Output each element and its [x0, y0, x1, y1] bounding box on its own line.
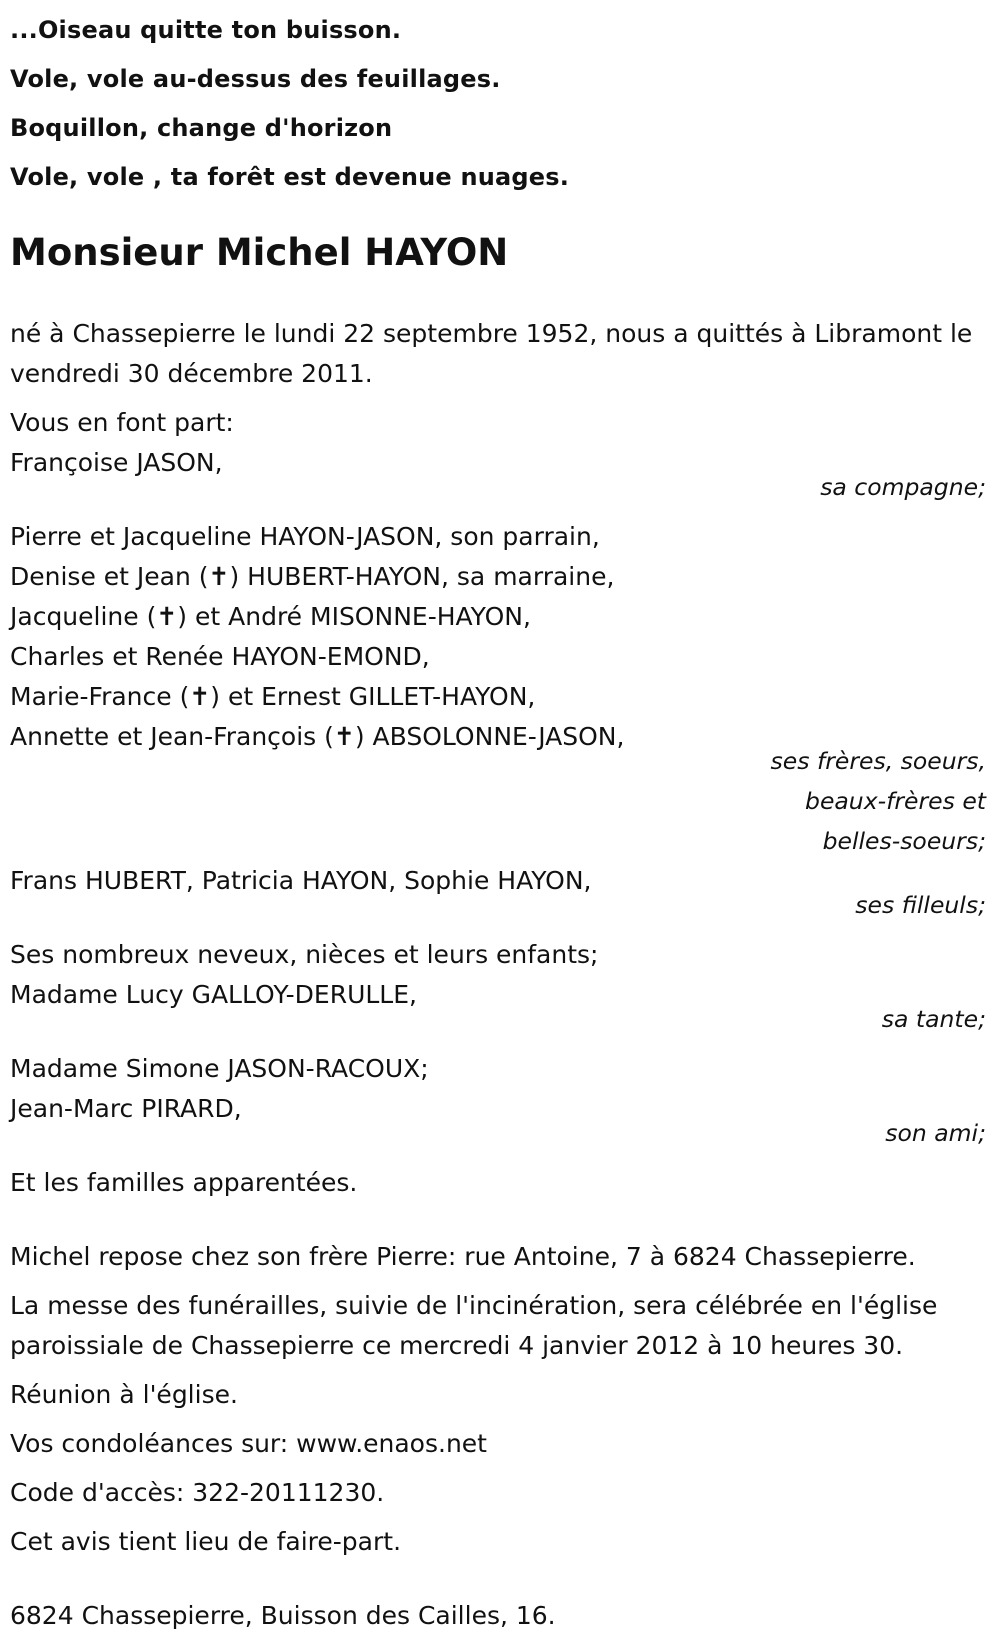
sibling-entry: Jacqueline (✝) et André MISONNE-HAYON,	[10, 602, 531, 631]
condolences-link: Vos condoléances sur: www.enaos.net	[10, 1429, 487, 1458]
siblings-role	[10, 741, 990, 861]
other-relative: Madame Simone JASON-RACOUX;	[10, 1054, 429, 1083]
nephews-nieces: Ses nombreux neveux, nièces et leurs enfants;	[10, 940, 599, 969]
sibling-entry: Annette et Jean-François (✝) ABSOLONNE-JASON,	[10, 722, 625, 751]
aunt-name: Madame Lucy GALLOY-DERULLE,	[10, 980, 417, 1009]
poem-line: Boquillon, change d'horizon	[10, 114, 393, 142]
partner-name: Françoise JASON,	[10, 448, 223, 477]
funeral-details: La messe des funérailles, suivie de l'incinération, sera célébrée en l'église paroissiale de Chassepierre ce mercredi 4 janvier 2012 à 10 heures 30.	[10, 1291, 938, 1360]
access-code: Code d'accès: 322-20111230.	[10, 1478, 385, 1507]
meeting-place: Réunion à l'église.	[10, 1380, 238, 1409]
notice-statement: Cet avis tient lieu de faire-part.	[10, 1527, 402, 1556]
siblings-role-line: beaux-frères et	[805, 787, 986, 815]
partner-role: sa compagne;	[820, 473, 986, 501]
friend-name: Jean-Marc PIRARD,	[10, 1094, 242, 1123]
siblings-role-line: ses frères, soeurs,	[770, 747, 986, 775]
announcement-intro: Vous en font part:	[10, 408, 234, 437]
sibling-entry: Pierre et Jacqueline HAYON-JASON, son parrain,	[10, 522, 600, 551]
siblings-list	[10, 517, 990, 757]
related-families: Et les familles apparentées.	[10, 1168, 358, 1197]
aunt-role: sa tante;	[881, 1005, 986, 1033]
poem	[10, 0, 990, 202]
birth-death-statement: né à Chassepierre le lundi 22 septembre 1952, nous a quittés à Libramont le vendredi 30 décembre 2011.	[10, 319, 973, 388]
family-address: 6824 Chassepierre, Buisson des Cailles, 16.	[10, 1601, 556, 1630]
sibling-entry: Denise et Jean (✝) HUBERT-HAYON, sa marraine,	[10, 562, 615, 591]
poem-line: ...Oiseau quitte ton buisson.	[10, 16, 402, 44]
godchildren-names: Frans HUBERT, Patricia HAYON, Sophie HAYON,	[10, 866, 592, 895]
poem-line: Vole, vole , ta forêt est devenue nuages.	[10, 163, 570, 191]
deceased-name: Monsieur Michel HAYON	[10, 231, 509, 274]
godchildren-role: ses filleuls;	[855, 891, 986, 919]
sibling-entry: Charles et Renée HAYON-EMOND,	[10, 642, 430, 671]
siblings-role-line: belles-soeurs;	[822, 827, 986, 855]
poem-line: Vole, vole au-dessus des feuillages.	[10, 65, 501, 93]
rest-place: Michel repose chez son frère Pierre: rue Antoine, 7 à 6824 Chassepierre.	[10, 1242, 916, 1271]
friend-role: son ami;	[885, 1119, 986, 1147]
sibling-entry: Marie-France (✝) et Ernest GILLET-HAYON,	[10, 682, 536, 711]
